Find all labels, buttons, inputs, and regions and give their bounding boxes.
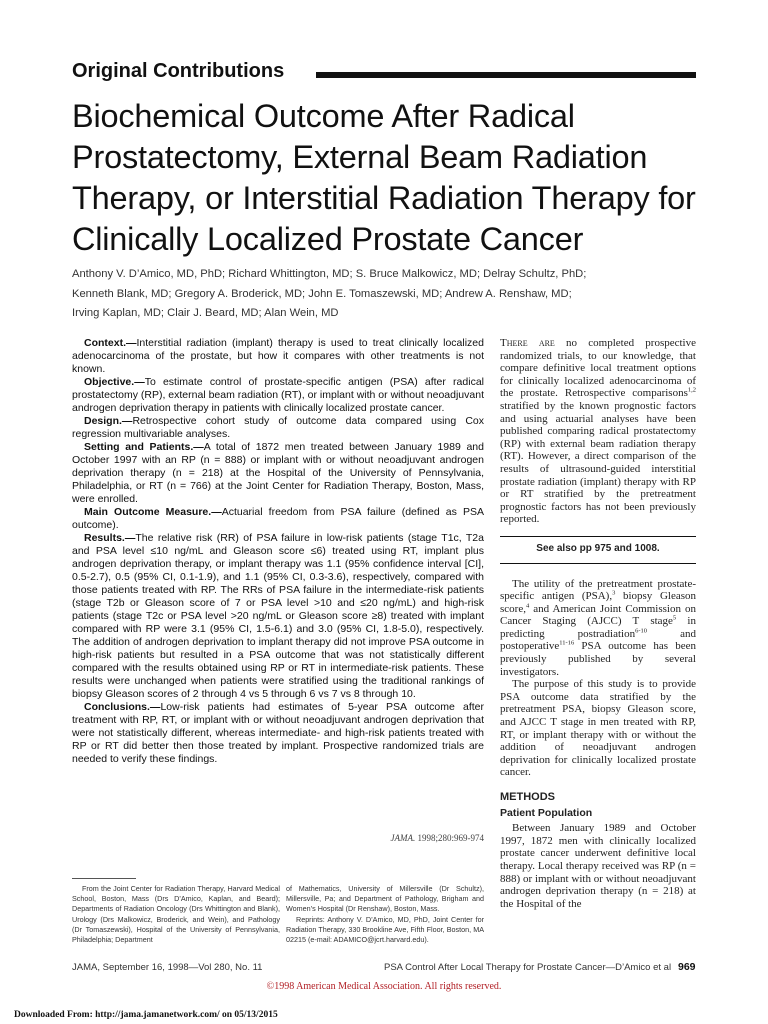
- abstract-setting: [72, 441, 484, 506]
- reference-mark: 11-16: [559, 639, 575, 647]
- footer-running-title: PSA Control After Local Therapy for Prostate Cancer—D’Amico et al: [384, 962, 672, 973]
- author-line: Kenneth Blank, MD; Gregory A. Broderick, MD; John E. Tomaszewski, MD; Andrew A. Renshaw, MD;: [72, 287, 572, 300]
- abstract-design: [72, 415, 484, 441]
- download-notice: Downloaded From: http://jama.jamanetwork.com/ on 05/13/2015: [14, 1010, 278, 1020]
- abstract-text: The relative risk (RR) of PSA failure in low-risk patients (stage T1c, T2a and PSA level ≤10 ng/mL and Gleason score ≤6) treated using RT, implant plus androgen deprivation therapy, or implant therapy was 1.1 (95% confidence interval [CI], 0.5-2.7), 0.5 (95% CI, 0.1-1.9), and 1.1 (95% CI, 0.3-3.6), respectively, compared with those patients treated with RP. The RRs of PSA failure in the intermediate-risk patients (stage T2b or Gleason score of 7 or PSA level >10 and ≤20 ng/mL) and high-risk patients (stage T2c or PSA level >20 ng/mL or Gleason score ≥8) treated with implant compared with RP were 3.1 (95% CI, 1.5-6.1) and 3.0 (95% CI, 1.8-5.0), respectively. The addition of androgen deprivation to implant therapy did not improve PSA outcome in high-risk patients but resulted in a PSA outcome that was not statistically different compared with the results obtained using RP or RT in intermediate-risk patients. These results were unchanged when patients were stratified using the traditional rankings of biopsy Gleason scores of 2 through 4 vs 5 through 6 vs 7 vs 8 through 10.: [72, 532, 484, 700]
- copyright-notice: ©1998 American Medical Association. All rights reserved.: [266, 981, 502, 992]
- reference-mark: 1,2: [687, 386, 696, 394]
- body-text: and American Joint Commission on Cancer Staging (AJCC) T stage: [500, 602, 696, 628]
- abstract-text: Retrospective cohort study of outcome data compared using Cox regression multivariable analyses.: [72, 415, 484, 440]
- body-paragraph: Between January 1989 and October 1997, 1872 men with clinically localized prostate cancer underwent definitive local therapy. Local therapy received was RP (n = 888) or implant with or without neoadjuvant androgen deprivation therapy (n = 218) at the Hospital of the: [500, 822, 696, 910]
- body-text: in predicting postradiation: [500, 615, 696, 640]
- citation-journal: JAMA.: [390, 833, 416, 843]
- methods-heading: METHODS: [500, 791, 555, 803]
- author-line: Irving Kaplan, MD; Clair J. Beard, MD; Alan Wein, MD: [72, 307, 339, 319]
- abstract-results: [72, 532, 484, 701]
- author-line: Anthony V. D’Amico, MD, PhD; Richard Whittington, MD; S. Bruce Malkowicz, MD; Delray Schultz, PhD;: [72, 268, 587, 280]
- abstract-conclusions: [72, 701, 484, 766]
- section-label: Original Contributions: [72, 60, 285, 82]
- journal-citation: [72, 833, 484, 843]
- intro-paragraph: [500, 337, 696, 526]
- abstract-label: Conclusions.—: [84, 701, 161, 713]
- body-text: PSA outcome has been previously published by several investigators.: [500, 640, 696, 678]
- abstract-label: Results.—: [84, 532, 136, 544]
- reference-mark: 5: [672, 614, 677, 622]
- body-text: biopsy Gleason score,: [500, 590, 696, 615]
- abstract-label: Setting and Patients.—: [84, 441, 204, 453]
- footnote-rule: [72, 878, 136, 879]
- reference-mark: 6-10: [635, 627, 648, 635]
- page-number: 969: [678, 961, 696, 973]
- reprints-footnote: Reprints: Anthony V. D’Amico, MD, PhD, Joint Center for Radiation Therapy, 330 Brookline Ave, Fifth Floor, Boston, MA 02215 (e-mail: ADAMICO@jcrt.harvard.edu).: [286, 914, 484, 945]
- abstract-text: Actuarial freedom from PSA failure (defined as PSA outcome).: [72, 506, 485, 531]
- citation-ref: 1998;280:969-974: [415, 833, 484, 843]
- body-text: The utility of the pretreatment prostate-specific antigen (PSA),: [500, 577, 696, 603]
- intro-text: no completed prospective randomized trials, to our knowledge, that compare definitive local treatment options for clinically localized adenocarcinoma of the prostate. Retrospective comparisons: [500, 337, 696, 400]
- abstract-text: A total of 1872 men treated between January 1989 and October 1997 with an RP (n = 888) or implant with or without neoadjuvant androgen deprivation therapy (n = 218) at the Hospital of the University of Pennsylvania, Philadelphia, or RT (n = 766) at the Joint Center for Radiation Therapy, Boston, Mass, were enrolled.: [72, 441, 484, 505]
- reference-mark: 4: [525, 602, 530, 610]
- footnote-affiliations: From the Joint Center for Radiation Therapy, Harvard Medical School, Boston, Mass (Drs D’Amico, Kaplan, and Beard); Departments of Radiation Oncology (Drs Whittington and Blank), Urology (Drs Malkowicz, Broderick, and Wein), and Pathology (Dr Tomaszewski), Hospital of the University of Pennsylvania, Philadelphia; Department: [72, 884, 280, 945]
- abstract-label: Design.—: [84, 415, 133, 427]
- abstract-label: Main Outcome Measure.—: [84, 506, 222, 518]
- patient-population-heading: Patient Population: [500, 806, 593, 819]
- abstract: [72, 337, 484, 766]
- abstract-label: Objective.—: [84, 376, 145, 388]
- section-rule: [316, 72, 696, 78]
- abstract-outcome: [72, 506, 484, 532]
- abstract-label: Context.—: [84, 337, 137, 349]
- abstract-context: [72, 337, 484, 376]
- article-title: Biochemical Outcome After Radical Prostatectomy, External Beam Radiation Therapy, or Interstitial Radiation Therapy for Clinically Localized Prostate Cancer: [72, 98, 696, 257]
- abstract-text: Interstitial radiation (implant) therapy is used to treat clinically localized adenocarcinoma of the prostate, but how it compares with other treatments is not known.: [72, 337, 484, 375]
- body-text: and postoperative: [500, 627, 696, 653]
- footnote-affiliations-text: of Mathematics, University of Millersville (Dr Schultz), Millersville, Pa; and Department of Pathology, Brigham and Women’s Hospital (Dr Renshaw), Boston, Mass.: [286, 884, 484, 914]
- body-column: [500, 337, 696, 910]
- intro-text-cont: stratified by the known prognostic factors and using actuarial analyses have been published comparing radical prostatectomy (RP) with external beam radiation therapy (RT). However, a direct comparison of the results of ultrasound-guided interstitial prostate radiation (implant) therapy with RP or RT stratified by the pretreatment prognostic factors has not been previously reported.: [500, 399, 696, 526]
- body-paragraph: [500, 578, 696, 679]
- body-paragraph: The purpose of this study is to provide PSA outcome data stratified by the pretreatment PSA, biopsy Gleason score, and AJCC T stage in men treated with RP, RT, or implant therapy with or without the addition of neoadjuvant androgen deprivation for clinically localized prostate cancer.: [500, 678, 696, 779]
- see-also-box: See also pp 975 and 1008.: [500, 536, 696, 564]
- abstract-text: Low-risk patients had estimates of 5-year PSA outcome after treatment with RP, RT, or implant with or without neoadjuvant androgen deprivation that were not statistically different, whereas intermediate- and high-risk patients treated with RP or RT did better then those treated by implant. Prospective randomized trials are needed to verify these findings.: [72, 701, 484, 765]
- footer-journal-info: JAMA, September 16, 1998—Vol 280, No. 11: [72, 962, 263, 973]
- intro-lead: There are: [500, 337, 555, 349]
- reference-mark: 3: [612, 589, 616, 597]
- abstract-text: To estimate control of prostate-specific antigen (PSA) after radical prostatectomy (RP), external beam radiation (RT), or implant with or without neoadjuvant androgen deprivation therapy in patients with clinically localized prostate cancer.: [72, 376, 484, 414]
- abstract-objective: [72, 376, 484, 415]
- footnote-affiliations-cont: [286, 884, 484, 945]
- author-list: [72, 265, 712, 324]
